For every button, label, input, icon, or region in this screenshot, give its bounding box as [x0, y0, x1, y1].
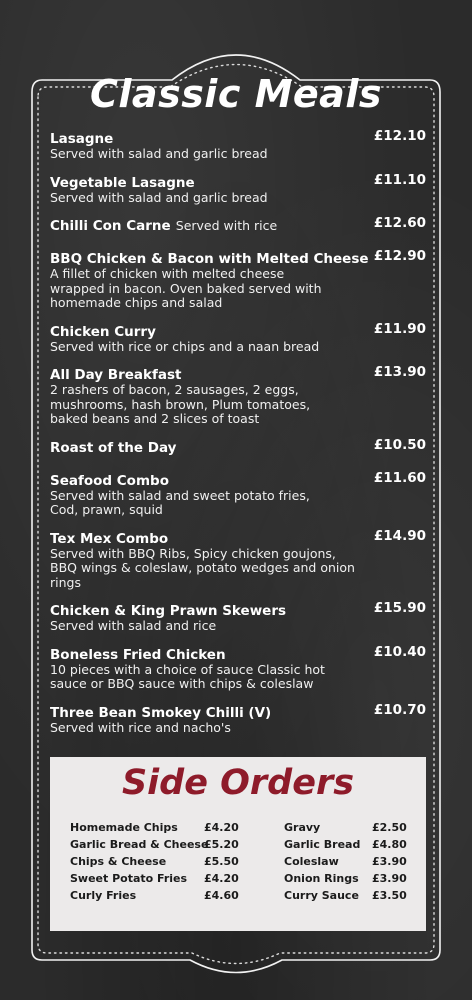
side-price: £3.50 — [372, 889, 407, 902]
item-name: Seafood Combo — [50, 472, 169, 489]
side-order-item — [70, 838, 250, 855]
item-description: Served with rice or chips and a naan bread — [50, 338, 320, 354]
side-price: £4.60 — [204, 889, 239, 902]
menu-item — [50, 702, 430, 736]
side-name: Chips & Cheese — [70, 855, 167, 868]
item-price: £10.50 — [373, 436, 426, 453]
side-orders-panel — [50, 757, 426, 931]
side-order-item — [284, 821, 414, 838]
menu-item — [50, 437, 430, 456]
menu-item — [50, 470, 430, 518]
side-order-item — [70, 872, 250, 889]
item-price: £15.90 — [373, 600, 426, 616]
side-order-item — [70, 855, 250, 872]
item-description: Served with salad and garlic bread — [50, 189, 268, 205]
side-name: Gravy — [284, 821, 321, 834]
side-price: £4.20 — [204, 872, 239, 885]
side-order-item — [284, 838, 414, 855]
item-name: Chicken & King Prawn Skewers — [50, 603, 287, 619]
menu-item — [50, 172, 430, 206]
side-order-item — [70, 821, 250, 838]
side-orders-title: Side Orders — [121, 763, 355, 803]
menu-item — [50, 215, 430, 234]
item-price: £11.90 — [373, 320, 426, 337]
item-description: Served with salad and sweet potato fries, Cod, prawn, squid — [50, 487, 310, 517]
item-description: Served with salad and rice — [50, 618, 217, 633]
item-price: £11.60 — [373, 469, 426, 486]
side-orders-left-column — [70, 821, 250, 906]
side-price: £2.50 — [372, 821, 407, 834]
menu-item — [50, 600, 430, 634]
item-description: Served with salad and garlic bread — [50, 146, 268, 161]
side-price: £4.20 — [204, 821, 239, 834]
item-price: £12.10 — [373, 128, 426, 144]
menu-item — [50, 321, 430, 355]
menu-item — [50, 644, 430, 692]
side-order-item — [284, 889, 414, 906]
item-name: Lasagne — [50, 131, 114, 147]
item-price: £10.40 — [373, 643, 426, 660]
side-price: £3.90 — [372, 855, 407, 868]
item-name: Boneless Fried Chicken — [50, 646, 226, 663]
item-description: Served with BBQ Ribs, Spicy chicken goujons, BBQ wings & coleslaw, potato wedges and onion rings — [50, 545, 355, 590]
menu-item — [50, 128, 430, 162]
menu-item — [50, 248, 430, 311]
side-name: Garlic Bread — [284, 838, 361, 851]
side-name: Curry Sauce — [284, 889, 359, 902]
item-price: £10.70 — [373, 701, 426, 718]
menu-item — [50, 364, 430, 427]
item-price: £12.60 — [373, 215, 426, 231]
side-order-item — [284, 872, 414, 889]
side-price: £3.90 — [372, 872, 407, 885]
side-name: Sweet Potato Fries — [70, 872, 188, 885]
item-price: £11.10 — [373, 171, 426, 188]
side-price: £4.80 — [372, 838, 407, 851]
item-name: Vegetable Lasagne — [50, 174, 195, 191]
item-name: BBQ Chicken & Bacon with Melted Cheese — [50, 251, 369, 267]
item-name: Chicken Curry — [50, 323, 156, 340]
item-description: 10 pieces with a choice of sauce Classic hot sauce or BBQ sauce with chips & coleslaw — [50, 661, 325, 691]
menu-items-list — [50, 128, 430, 745]
side-price: £5.50 — [204, 855, 239, 868]
side-orders-right-column — [284, 821, 414, 906]
item-name: Chilli Con Carne — [50, 218, 171, 234]
item-name: Three Bean Smokey Chilli (V) — [50, 704, 272, 721]
menu-item — [50, 528, 430, 591]
item-name: All Day Breakfast — [50, 367, 182, 383]
side-name: Onion Rings — [284, 872, 359, 885]
side-order-item — [284, 855, 414, 872]
item-description: 2 rashers of bacon, 2 sausages, 2 eggs, mushrooms, hash brown, Plum tomatoes, baked beans and 2 slices of toast — [50, 382, 311, 426]
menu-title: Classic Meals — [90, 72, 382, 116]
side-name: Coleslaw — [284, 855, 339, 868]
side-name: Garlic Bread & Cheese — [70, 838, 209, 851]
side-name: Curly Fries — [70, 889, 137, 902]
item-description: Served with rice and nacho's — [50, 719, 231, 735]
item-description: Served with rice — [175, 218, 278, 233]
item-name: Roast of the Day — [50, 439, 177, 456]
item-price: £12.90 — [373, 248, 426, 264]
item-description: A fillet of chicken with melted cheese wrapped in bacon. Oven baked served with homemade chips and salad — [50, 266, 322, 310]
side-name: Homemade Chips — [70, 821, 178, 834]
item-name: Tex Mex Combo — [50, 530, 169, 547]
item-price: £14.90 — [373, 527, 426, 544]
side-price: £5.20 — [204, 838, 239, 851]
item-price: £13.90 — [373, 364, 426, 380]
side-order-item — [70, 889, 250, 906]
